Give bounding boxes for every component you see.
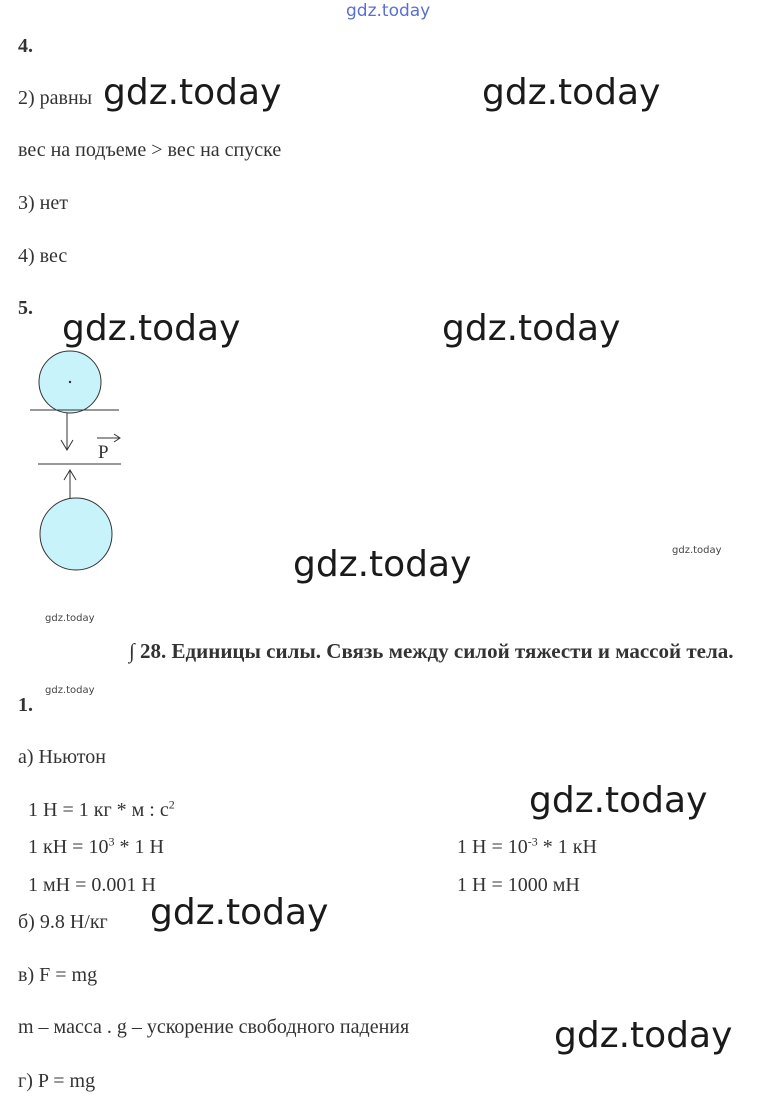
watermark: gdz.today bbox=[554, 1015, 733, 1056]
task-5-number: 5. bbox=[18, 297, 33, 319]
formula-kn-right: 1 $Н = 10^{-3} * 1$ кН bbox=[457, 834, 597, 858]
watermark: gdz.today bbox=[103, 72, 282, 113]
watermark-small: gdz.today bbox=[672, 545, 722, 556]
task-1-a: а) Ньютон bbox=[18, 746, 106, 768]
task-4-item-4: 4) вес bbox=[18, 245, 68, 267]
watermark: gdz.today bbox=[482, 72, 661, 113]
watermark: gdz.today bbox=[442, 308, 621, 349]
watermark-top: gdz.today bbox=[346, 1, 431, 21]
watermark: gdz.today bbox=[150, 892, 329, 933]
ball-bottom bbox=[40, 498, 112, 570]
task-1-b: б) 9.8 Н/кг bbox=[18, 911, 108, 933]
section-title: ∫ 28. Единицы силы. Связь между силой тяжести и массой тела. bbox=[129, 639, 734, 663]
task-1-g: г) P = mg bbox=[18, 1070, 96, 1092]
formula-newton: 1 Н = 1 кг * м : $с^2$ bbox=[28, 797, 175, 821]
watermark-small: gdz.today bbox=[45, 685, 95, 696]
ball-top-center bbox=[69, 381, 71, 383]
watermark: gdz.today bbox=[529, 780, 708, 821]
task-4-number: 4. bbox=[18, 35, 33, 57]
task-4-item-3: 3) нет bbox=[18, 192, 68, 214]
watermark: gdz.today bbox=[62, 308, 241, 349]
task-1-number: 1. bbox=[18, 694, 33, 716]
watermark-small: gdz.today bbox=[45, 613, 95, 624]
vector-label: P bbox=[98, 442, 109, 463]
formula-mn-right: 1 Н = 1000 мН bbox=[457, 874, 580, 896]
task-4-item-2: 2) равны bbox=[18, 87, 93, 109]
task-1-v: в) F = mg bbox=[18, 964, 98, 986]
task-4-weight-compare: вес на подъеме > вес на спуске bbox=[18, 139, 282, 161]
formula-kn-left: 1 кН = $10^3 * 1$ Н bbox=[28, 834, 164, 858]
formula-mn-left: 1 мН = 0.001 Н bbox=[28, 874, 156, 896]
watermark: gdz.today bbox=[293, 544, 472, 585]
weight-diagram bbox=[0, 340, 140, 580]
task-1-explanation: m – масса . g – ускорение свободного падения bbox=[18, 1016, 410, 1038]
